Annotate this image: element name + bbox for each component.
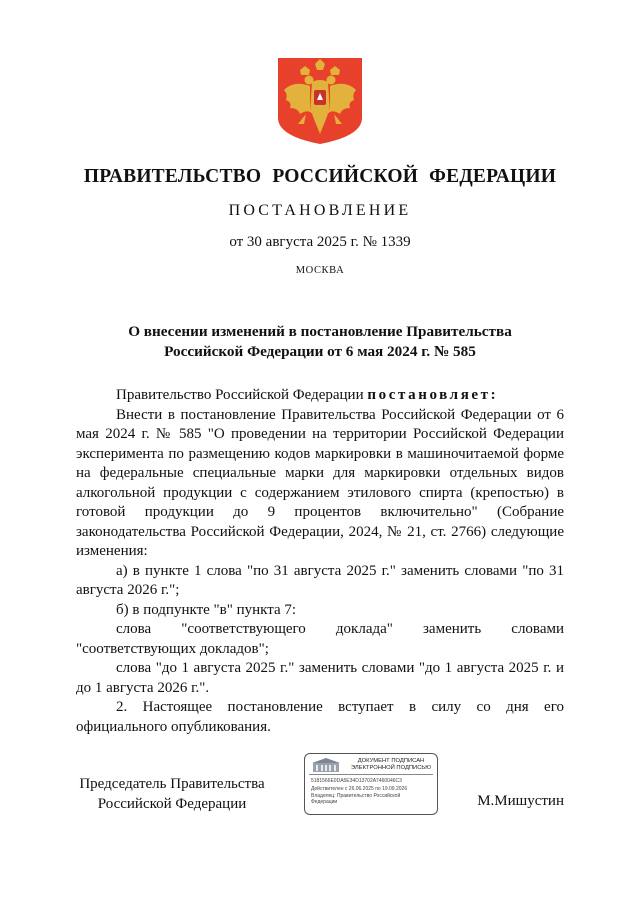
signer-position <box>76 774 268 814</box>
stamp-header-line-2: ЭЛЕКТРОННОЙ ПОДПИСЬЮ <box>350 765 432 771</box>
government-title: ПРАВИТЕЛЬСТВО РОССИЙСКОЙ ФЕДЕРАЦИИ <box>83 166 557 187</box>
signer-position-line-1: Председатель Правительства <box>79 776 265 792</box>
resolution-body <box>76 386 564 737</box>
certificate-serial: 5181566E0DA5E34D13702A7460046C3 <box>311 778 402 784</box>
item-a: а) в пункте 1 слова "по 31 августа 2025 г." заменить словами "по 31 августа 2026 г."; <box>76 562 564 598</box>
item-b: б) в подпункте "в" пункта 7: <box>116 601 297 618</box>
russian-coat-of-arms-icon <box>276 56 364 146</box>
paragraph-1: Внести в постановление Правительства Российской Федерации от 6 мая 2024 г. № 585 "О проведении на территории Российской Федерации эксперимента по размещению кодов маркировки в машиночитаемой форме на федеральные специальные марки для маркировки отдельных видов алкогольной продукции с содержанием этилового спирта (крепостью) в готовой продукции до 9 процентов включительно" (Собрание законодательства Российской Федерации, 2024, № 21, ст. 2766) следующие изменения: <box>76 406 564 559</box>
paragraph-2: 2. Настоящее постановление вступает в силу со дня его официального опубликования. <box>76 699 564 735</box>
document-date-number: от 30 августа 2025 г. № 1339 <box>229 234 411 250</box>
signer-name: М.Мишустин <box>477 793 564 809</box>
item-b-change-2: слова "до 1 августа 2025 г." заменить словами "до 1 августа 2025 г. и до 1 августа 2026 г.". <box>76 660 564 696</box>
intro-prefix: Правительство Российской Федерации <box>116 387 368 403</box>
government-building-icon <box>311 757 341 773</box>
electronic-signature-stamp <box>304 753 438 815</box>
city-name: МОСКВА <box>295 265 345 276</box>
stamp-header <box>347 758 435 772</box>
resolution-heading <box>0 322 640 362</box>
item-b-change-1: слова "соответствующего доклада" заменить словами "соответствующих докладов"; <box>76 621 564 657</box>
certificate-owner-line-2: Федерации <box>311 799 338 805</box>
document-type: ПОСТАНОВЛЕНИЕ <box>228 202 412 219</box>
stamp-header-line-1: ДОКУМЕНТ ПОДПИСАН <box>357 758 425 764</box>
signer-position-line-2: Российской Федерации <box>97 796 247 812</box>
heading-line-2: Российской Федерации от 6 мая 2024 г. № 585 <box>164 343 476 360</box>
certificate-owner-line-1: Владелец: Правительство Российской <box>311 793 401 799</box>
intro-paragraph <box>76 386 564 406</box>
resolves-word: постановляет: <box>367 387 499 403</box>
certificate-validity: Действителен с 26.06.2025 по 19.09.2026 <box>311 786 408 792</box>
heading-line-1: О внесении изменений в постановление Правительства <box>128 323 512 340</box>
stamp-divider <box>309 774 433 775</box>
